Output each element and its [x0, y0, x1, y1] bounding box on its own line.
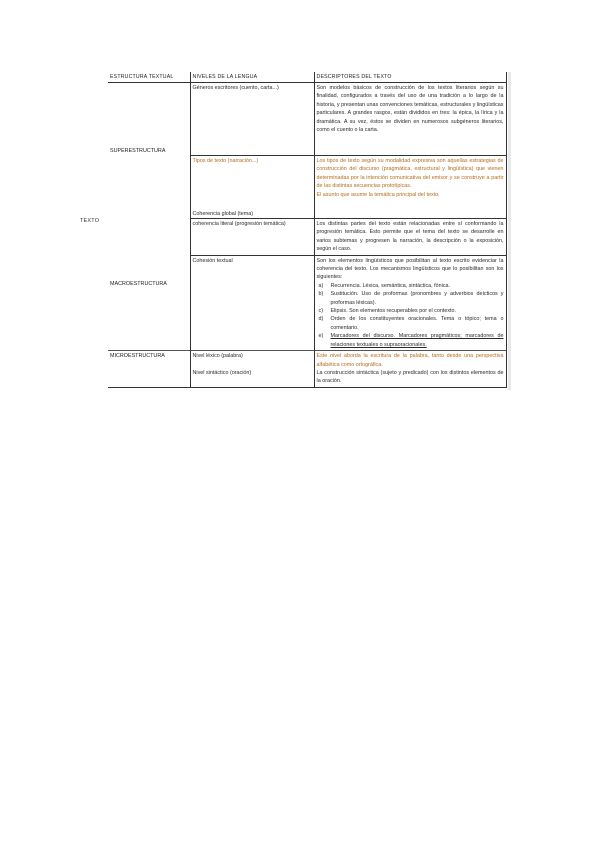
header-niveles-lengua: NIVELES DE LA LENGUA [190, 72, 314, 83]
microestructura-label: MICROESTRUCTURA [108, 351, 190, 388]
level-cell [190, 351, 314, 388]
list-text: Elipsis. Son elementos recuperables por el contexto. [330, 308, 457, 315]
list-marker: c) [318, 308, 323, 315]
descriptor-text: Los tipos de texto según su modalidad expresiva son aquellas estrategias de construcción del discurso (pragmática, estructural y lingüística) que vienen determinadas por la intención comunicativa del emisor y se construye a partir de las distintas secuencias prototípicas. [316, 158, 504, 190]
list-marker: a) [318, 282, 324, 289]
descriptor-sintactico: La construcción sintáctica (sujeto y predicado) con los distintos elementos de la oración. [316, 369, 504, 385]
level-text-bottom: Coherencia global (tema) [192, 210, 254, 217]
list-text: Recurrencia. Léxica, semántica, sintáctica, fónica. [330, 282, 451, 289]
level-cell: Cohesión textual [190, 255, 314, 350]
list-marker: b) [318, 291, 324, 298]
cohesion-mechanisms-list [317, 282, 504, 349]
descriptor-cell [314, 255, 506, 350]
descriptor-cell: Los distintas partes del texto están relacionadas entre sí conformando la progresión temática. Esto permite que el tema del texto se desarrolle en varios subtemas y progresen la narración, la descripción o la exposición, según el caso. [314, 219, 506, 256]
header-estructura-textual: ESTRUCTURA TEXTUAL [108, 72, 190, 83]
text-structure-table [108, 72, 507, 388]
list-marker: e) [318, 333, 324, 340]
table-header-row [108, 72, 506, 83]
level-cell: Géneros escritores (cuento, carta...) [190, 83, 314, 156]
page-edge-shadow [508, 72, 511, 390]
descriptor-cell [314, 351, 506, 388]
table-row [108, 351, 506, 388]
list-item [318, 307, 504, 315]
level-lexico: Nivel léxico (palabra) [192, 353, 243, 360]
header-descriptores: DESCRIPTORES DEL TEXTO [314, 72, 506, 83]
list-item [318, 282, 504, 290]
list-text: Orden de los constituyentes oracionales. Tema o tópico; tema o comentario. [330, 316, 504, 331]
list-marker: d) [318, 316, 324, 323]
texto-label: TEXTO [80, 218, 100, 224]
superestructura-label: SUPERESTRUCTURA [110, 147, 166, 154]
level-text: Tipos de texto (narración...) [192, 158, 259, 164]
list-text: Sustitución. Uso de proformas (pronombres y adverbios deícticos y proformas léxicas). [330, 291, 504, 306]
level-cell: coherencia literal (progresión temática) [190, 219, 314, 256]
list-item [318, 315, 504, 332]
descriptor-cell: Son modelos básicos de construcción de los textos literarios según su finalidad, configurados a través del uso de una tradición a lo largo de la historia, y presentan unas convenciones temáticas, estructurales y lingüísticas particulares. A grandes rasgos, están divididos en tres: la épica, la lírica y la dramática. A su vez, éstos se dividen en numerosos subgéneros literarios, como el cuento o la carta. [314, 83, 506, 156]
list-item [318, 332, 504, 349]
level-cell [190, 156, 314, 219]
list-text: Marcadores del discurso. Marcadores pragmáticos; marcadores de relaciones textuales o supraoracionales. [330, 333, 504, 348]
descriptor-cell [314, 156, 506, 219]
list-item [318, 290, 504, 307]
cohesion-intro: Son los elementos lingüísticos que posibilitan al texto escrito evidenciar la coherencia del texto. Los mecanismos lingüísticos que lo posibilitan son los siguientes: [316, 257, 504, 281]
macroestructura-label: MACROESTRUCTURA [110, 281, 167, 288]
table-row [108, 83, 506, 156]
level-sintactico: Nivel sintáctico (oración) [192, 369, 252, 376]
descriptor-text-bottom: El asunto que asume la temática principal del texto. [316, 191, 440, 198]
descriptor-lexico: Este nivel aborda la escritura de la palabra, tanto desde una perspectiva alfabética como ortográfica. [316, 353, 504, 368]
table-row [108, 219, 506, 256]
